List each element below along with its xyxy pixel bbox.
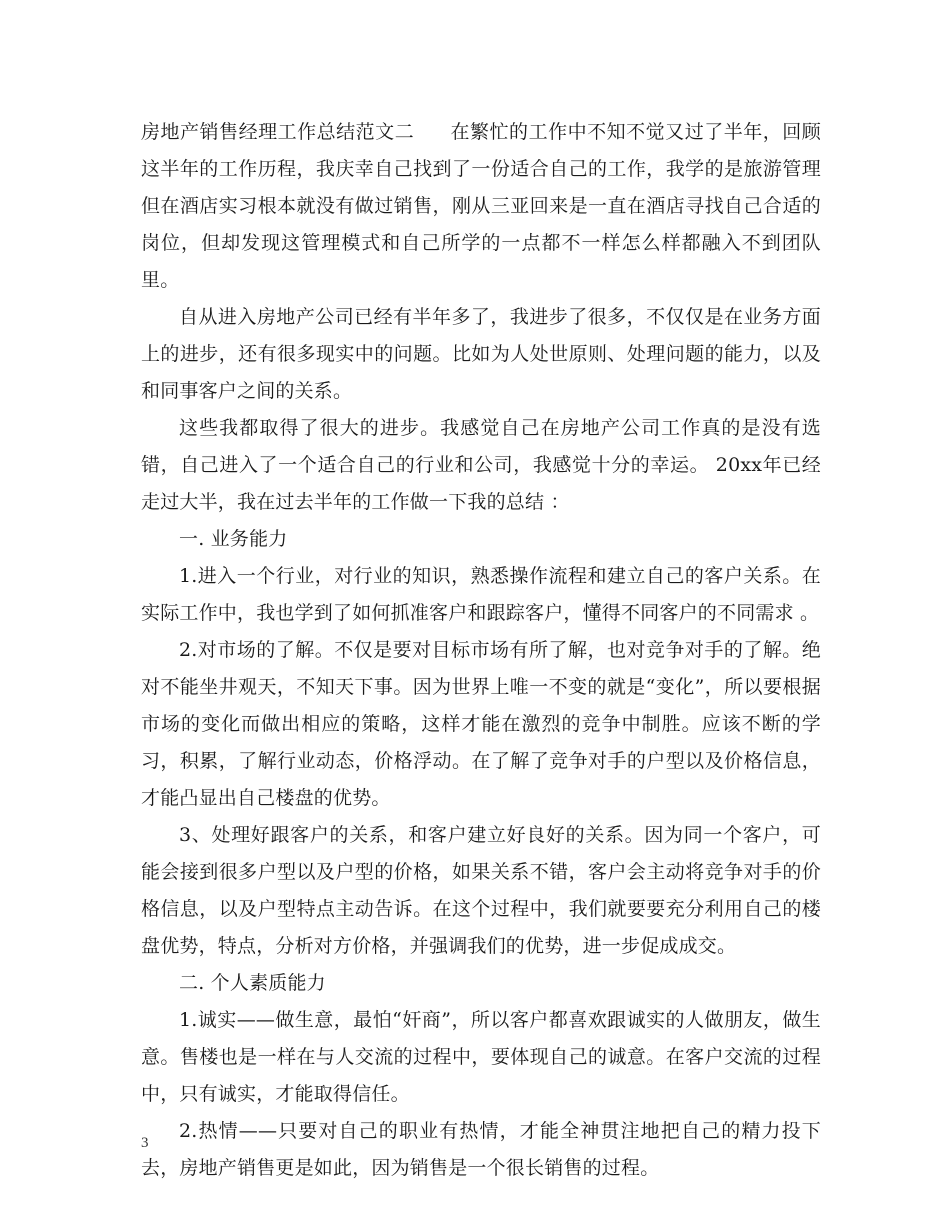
opening-paragraph — [141, 114, 821, 299]
paragraph-2: 这些我都取得了很大的进步。我感觉自己在房地产公司工作真的是没有选错，自己进入了一个适合自己的行业和公司，我感觉十分的幸运。 20xx年已经走过大半，我在过去半年的工作做一下我的总结 ： — [141, 417, 821, 513]
paragraph-business-2: 2.对市场的了解。不仅是要对目标市场有所了解，也对竞争对手的了解。绝对不能坐井观天，不知天下事。因为世界上唯一不变的就是“变化”，所以要根据市场的变化而做出相应的策略，这样才能在激烈的竞争中制胜。应该不断的学习，积累，了解行业动态，价格浮动。在了解了竞争对手的户型以及价格信息，才能凸显出自己楼盘的优势。 — [141, 639, 821, 809]
paragraph-business-3: 3、处理好跟客户的关系，和客户建立好良好的关系。因为同一个客户，可能会接到很多户型以及户型的价格，如果关系不错，客户会主动将竞争对手的价格信息，以及户型特点主动告诉。在这个过程中，我们就要要充分利用自己的楼盘优势，特点，分析对方价格，并强调我们的优势，进一步促成成交。 — [141, 824, 821, 957]
section-heading-business-ability: 一. 业务能力 — [179, 528, 288, 550]
document-title: 房地产销售经理工作总结范文二 — [141, 121, 415, 143]
paragraph-quality-1: 1.诚实——做生意，最怕“奸商”，所以客户都喜欢跟诚实的人做朋友，做生意。售楼也是一样在与人交流的过程中，要体现自己的诚意。在客户交流的过程中，只有诚实，才能取得信任。 — [141, 1009, 821, 1105]
page-number: 3 — [141, 1135, 149, 1151]
section-heading-personal-quality: 二. 个人素质能力 — [179, 972, 326, 994]
opening-text: 在繁忙的工作中不知不觉又过了半年，回顾这半年的工作历程，我庆幸自己找到了一份适合自己的工作，我学的是旅游管理但在酒店实习根本就没有做过销售，刚从三亚回来是一直在酒店寻找自己合适的岗位，但却发现这管理模式和自己所学的一点都不一样怎么样都融入不到团队里。 — [141, 121, 821, 291]
document-body — [141, 114, 821, 1187]
paragraph-1: 自从进入房地产公司已经有半年多了，我进步了很多，不仅仅是在业务方面上的进步，还有很多现实中的问题。比如为人处世原则、处理问题的能力，以及和同事客户之间的关系。 — [141, 306, 821, 402]
paragraph-business-1: 1.进入一个行业，对行业的知识，熟悉操作流程和建立自己的客户关系。在实际工作中，我也学到了如何抓准客户和跟踪客户，懂得不同客户的不同需求 。 — [141, 565, 821, 624]
paragraph-quality-2: 2.热情——只要对自己的职业有热情，才能全神贯注地把自己的精力投下去，房地产销售更是如此，因为销售是一个很长销售的过程。 — [141, 1120, 821, 1179]
